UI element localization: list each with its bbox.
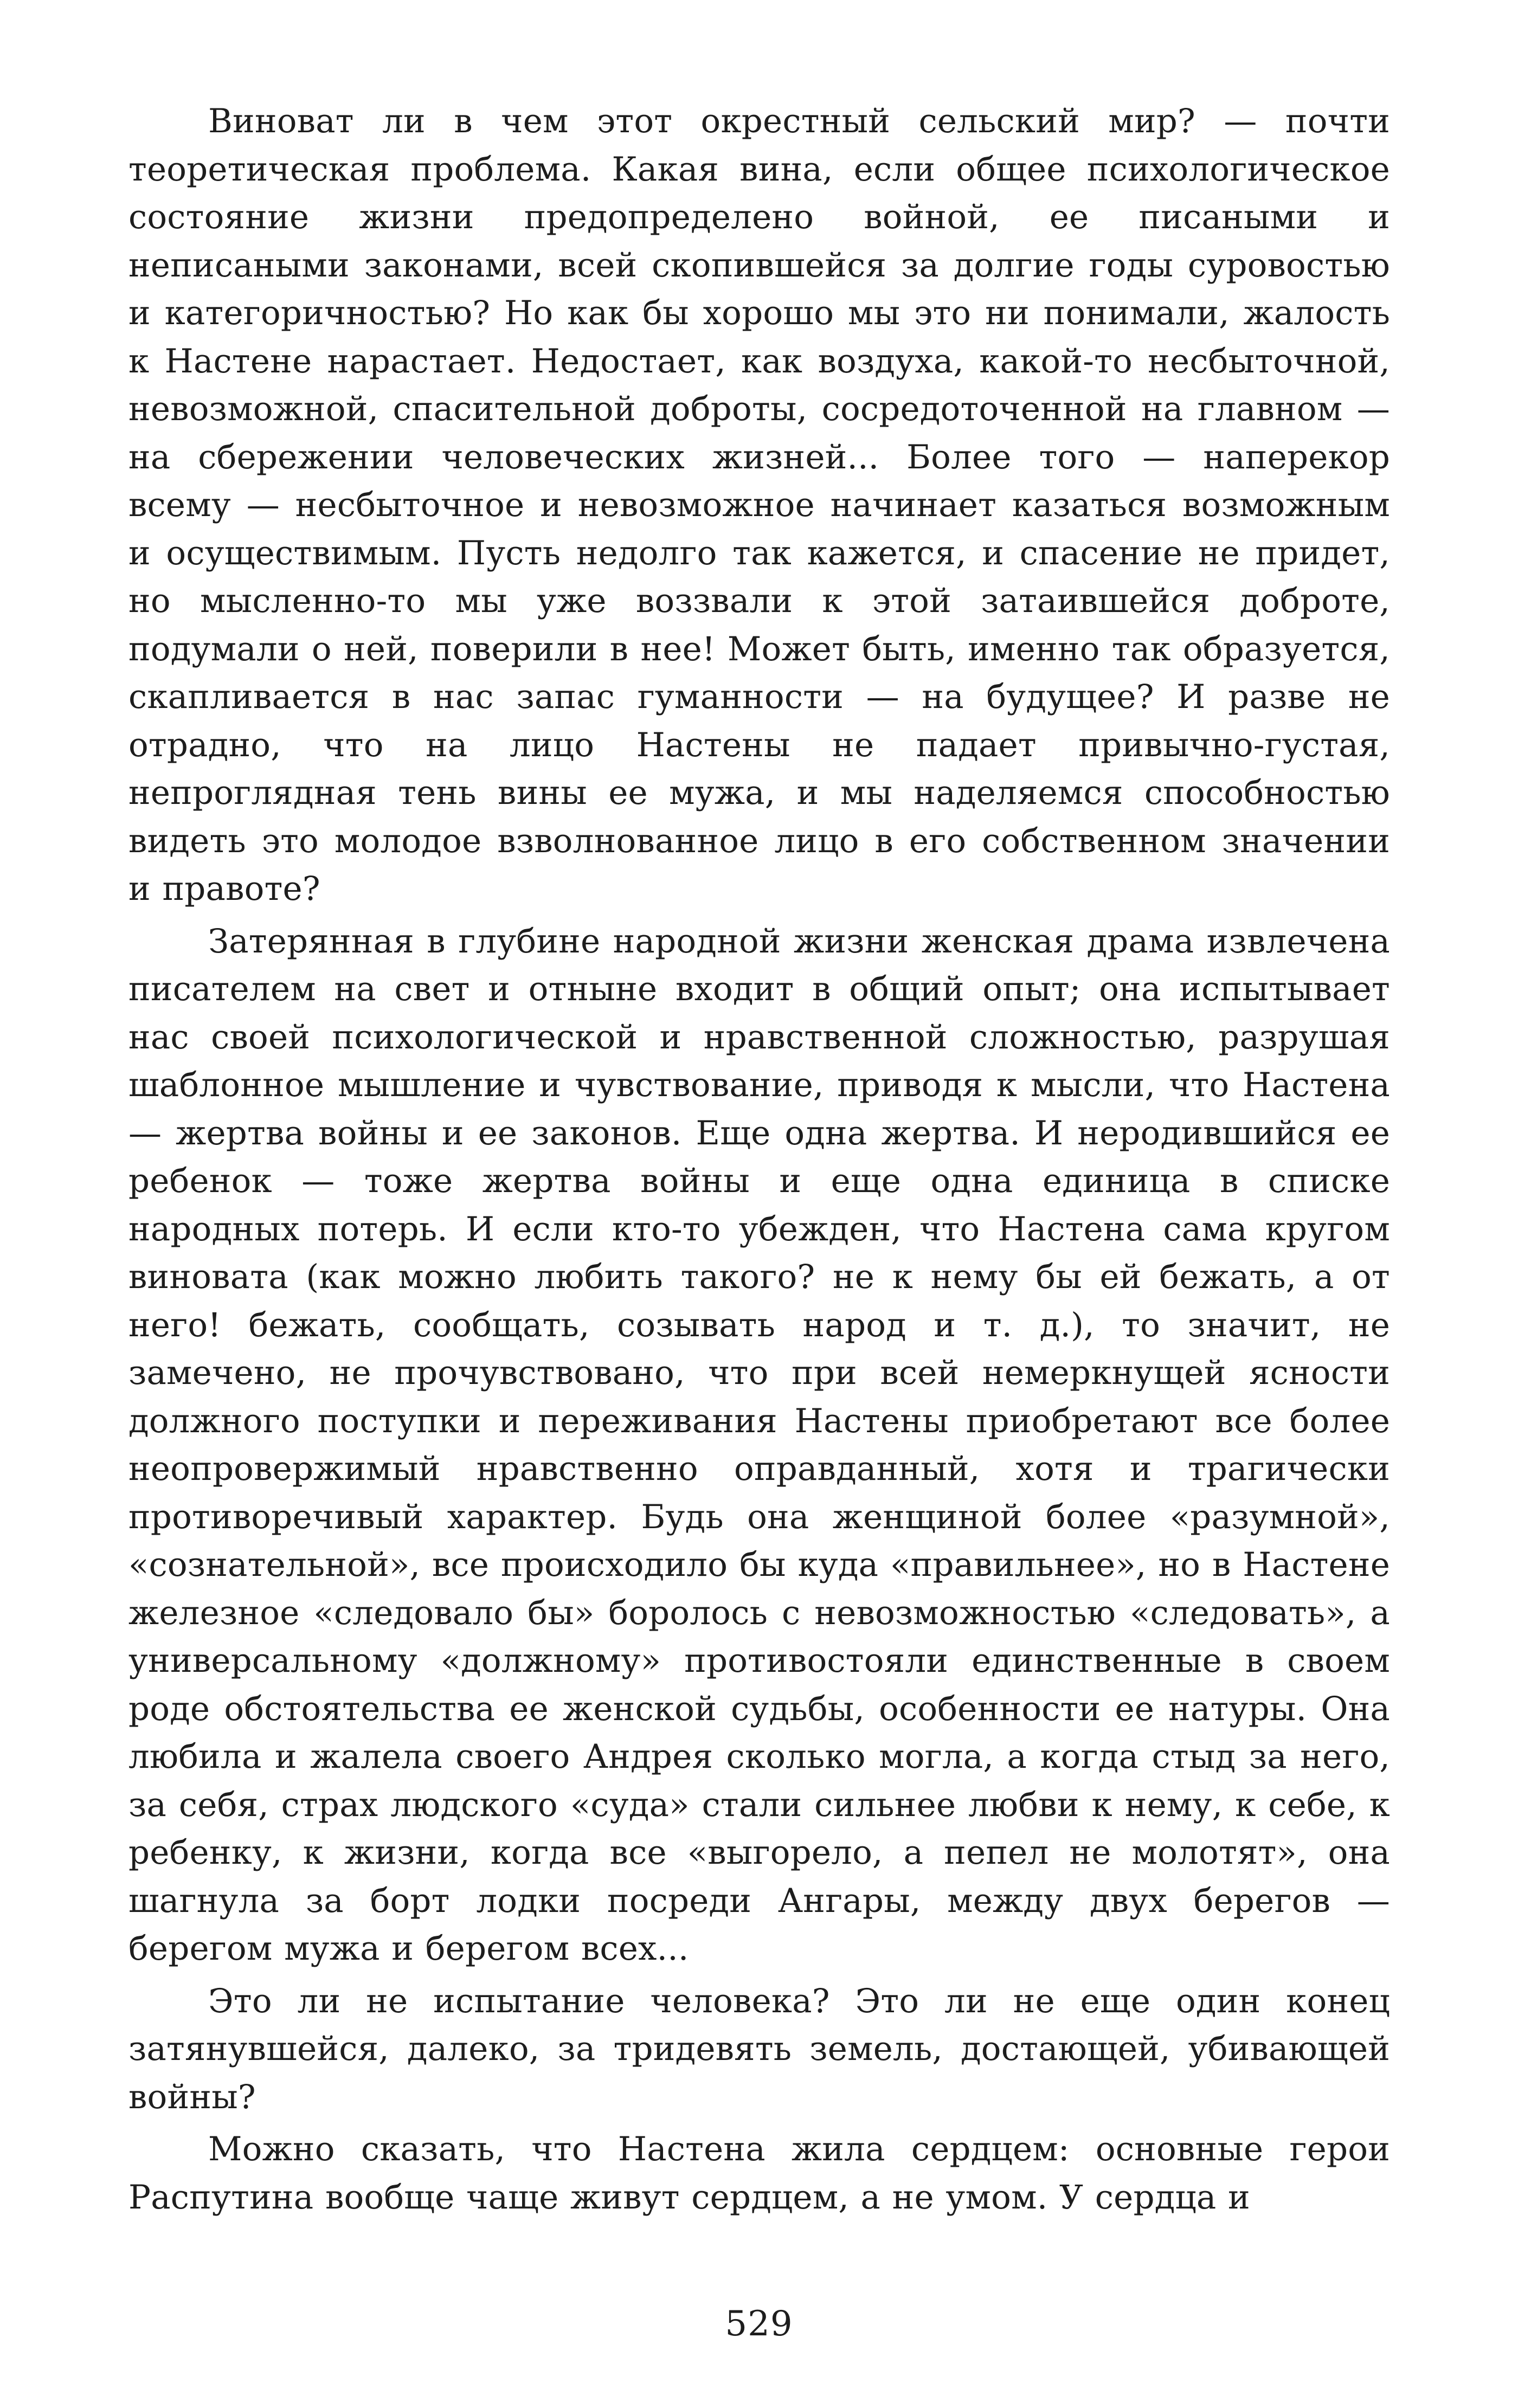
paragraph-3: Это ли не испытание человека? Это ли не еще один конец затянувшейся, далеко, за тридевять земель, достающей, убивающей войны? (128, 1981, 1390, 2116)
page-body (128, 98, 1390, 2222)
paragraph-2: Затерянная в глубине народной жизни женская драма извлечена писателем на свет и отныне входит в общий опыт; она испытывает нас своей психологической и нравственной сложностью, разрушая шаблонное мышление и чувствование, приводя к мысли, что Настена — жертва войны и ее законов. Еще одна жертва. И неродившийся ее ребенок — тоже жертва войны и еще одна единица в списке народных потерь. И если кто-то убежден, что Настена сама кругом виновата (как можно любить такого? не к нему бы ей бежать, а от него! бежать, сообщать, созывать народ и т. д.), то значит, не замечено, не прочувствовано, что при всей немеркнущей ясности должного поступки и переживания Настены приобретают все более неопровержимый нравственно оправданный, хотя и трагически противоречивый характер. Будь она женщиной более «разумной», «сознательной», все происходило бы куда «правильнее», но в Настене железное «следовало бы» боролось с невозможностью «следовать», а универсальному «должному» противостояли единственные в своем роде обстоятельства ее женской судьбы, особенности ее натуры. Она любила и жалела своего Андрея сколько могла, а когда стыд за него, за себя, страх людского «суда» стали сильнее любви к нему, к себе, к ребенку, к жизни, когда все «выгорело, а пепел не молотят», она шагнула за борт лодки посреди Ангары, между двух берегов — берегом мужа и берегом всех... (128, 922, 1390, 1968)
page-number: 529 (725, 2304, 793, 2344)
paragraph-4: Можно сказать, что Настена жила сердцем: основные герои Распутина вообще чаще живут сердцем, а не умом. У сердца и (128, 2130, 1390, 2217)
paragraph-1: Виноват ли в чем этот окрестный сельский мир? — почти теоретическая проблема. Какая вина, если общее психологическое состояние жизни предопределено войной, ее писаными и неписаными законами, всей скопившейся за долгие годы суровостью и категоричностью? Но как бы хорошо мы это ни понимали, жалость к Настене нарастает. Недостает, как воздуха, какой-то несбыточной, невозможной, спасительной доброты, сосредоточенной на главном — на сбережении человеческих жизней... Более того — наперекор всему — несбыточное и невозможное начинает казаться возможным и осуществимым. Пусть недолго так кажется, и спасение не придет, но мысленно-то мы уже воззвали к этой затаившейся доброте, подумали о ней, поверили в нее! Может быть, именно так образуется, скапливается в нас запас гуманности — на будущее? И разве не отрадно, что на лицо Настены не падает привычно-густая, непроглядная тень вины ее мужа, и мы наделяемся способностью видеть это молодое взволнованное лицо в его собственном значении и правоте? (128, 102, 1390, 908)
